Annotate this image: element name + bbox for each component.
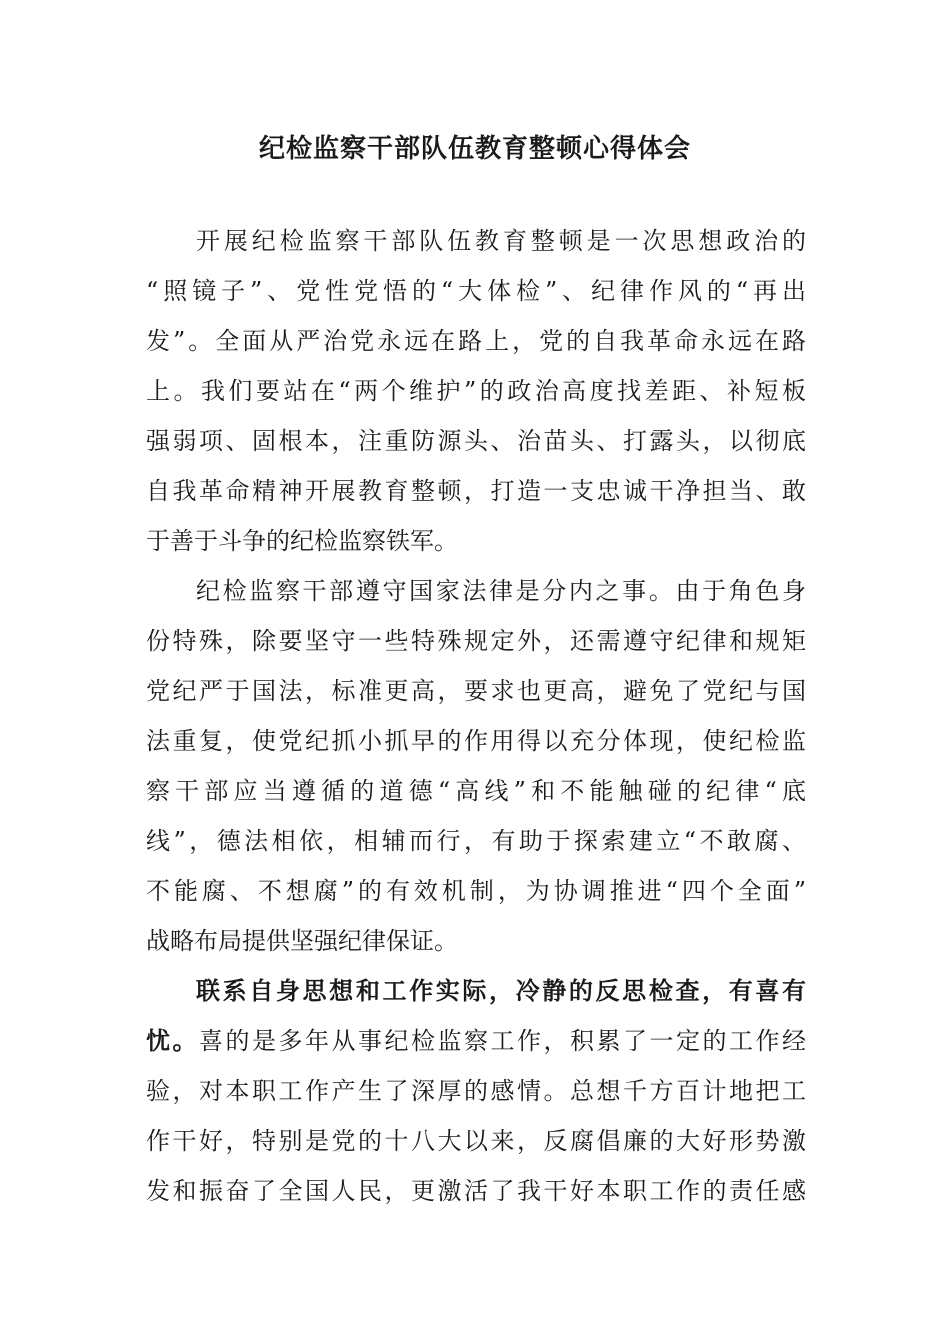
paragraph-line: 作干好，特别是党的十八大以来，反腐倡廉的大好形势激: [146, 1127, 806, 1155]
paragraph-line: 发”。全面从严治党永远在路上，党的自我革命永远在路: [146, 327, 806, 355]
paragraph-line: “照镜子”、党性党悟的“大体检”、纪律作风的“再出: [146, 277, 806, 305]
paragraph-line: [146, 1016, 806, 1066]
paragraph-2: [146, 566, 806, 966]
paragraph-line: 验，对本职工作产生了深厚的感情。总想千方百计地把工: [146, 1077, 806, 1105]
paragraph-line: 党纪严于国法，标准更高，要求也更高，避免了党纪与国: [146, 677, 806, 705]
paragraph-line: 纪检监察干部遵守国家法律是分内之事。由于角色身: [196, 577, 806, 605]
document-title: 纪检监察干部队伍教育整顿心得体会: [258, 134, 691, 164]
paragraph-line: 线”，德法相依，相辅而行，有助于探索建立“不敢腐、: [146, 827, 806, 855]
paragraph-line: 不能腐、不想腐”的有效机制，为协调推进“四个全面”: [146, 877, 806, 905]
paragraph-line: 上。我们要站在“两个维护”的政治高度找差距、补短板: [146, 377, 806, 405]
paragraph-line: 察干部应当遵循的道德“高线”和不能触碰的纪律“底: [146, 777, 806, 805]
paragraph-bold-lead-end: 忧。: [146, 1026, 199, 1055]
paragraph-1: [146, 216, 806, 566]
paragraph-3: [146, 966, 806, 1266]
paragraph-line: 自我革命精神开展教育整顿，打造一支忠诚干净担当、敢: [146, 477, 806, 505]
document-body: [146, 216, 806, 1266]
paragraph-line: 份特殊，除要坚守一些特殊规定外，还需遵守纪律和规矩: [146, 627, 806, 655]
paragraph-line: [146, 1216, 806, 1266]
paragraph-line: 开展纪检监察干部队伍教育整顿是一次思想政治的: [196, 227, 806, 255]
paragraph-line: 于善于斗争的纪检监察铁军。: [146, 527, 458, 555]
paragraph-line: 强弱项、固根本，注重防源头、治苗头、打露头，以彻底: [146, 427, 806, 455]
paragraph-line: 法重复，使党纪抓小抓早的作用得以充分体现，使纪检监: [146, 727, 806, 755]
paragraph-line-rest: 喜的是多年从事纪检监察工作，积累了一定的工作经: [199, 1027, 806, 1055]
paragraph-line: 发和振奋了全国人民，更激活了我干好本职工作的责任感: [146, 1177, 806, 1205]
paragraph-line: 战略布局提供坚强纪律保证。: [146, 927, 458, 955]
paragraph-bold-lead: 联系自身思想和工作实际，冷静的反思检查，有喜有: [196, 976, 806, 1005]
